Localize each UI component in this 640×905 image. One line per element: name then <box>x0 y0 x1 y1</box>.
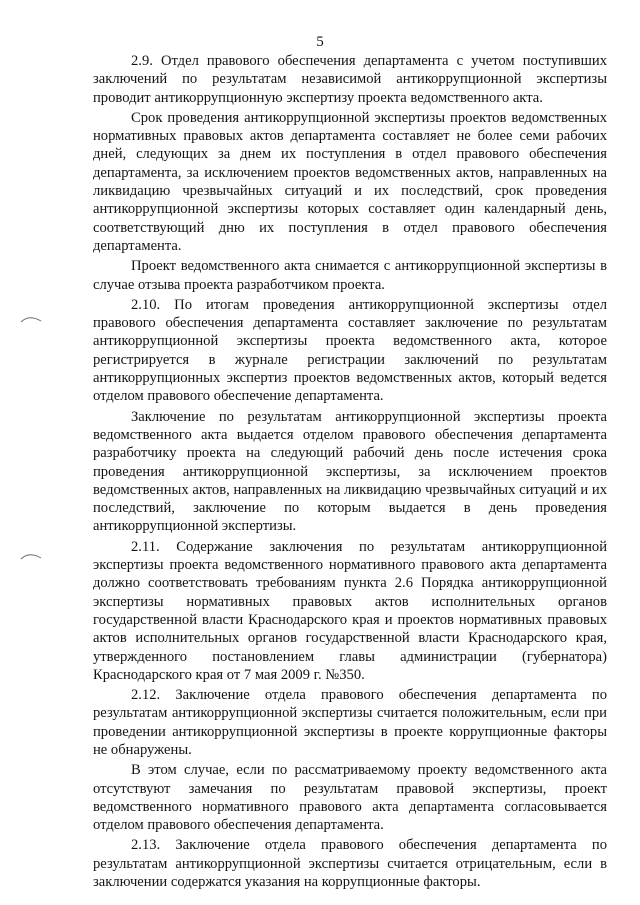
margin-binding-mark <box>20 550 42 560</box>
paragraph-2-11: 2.11. Содержание заключения по результатам антикоррупционной экспертизы проекта ведомственного нормативного правового акта департамента должно соответствовать требованиям пункта 2.6 Порядка антикоррупционной экспертизы нормативных правовых актов исполнительных органов государственной власти Краснодарского края и проектов нормативных правовых актов исполнительных органов государственной власти Краснодарского края, утвержденного постановлением главы администрации (губернатора) Краснодарского края от 7 мая 2009 г. №350. <box>93 538 607 683</box>
paragraph-2-12: 2.12. Заключение отдела правового обеспечения департамента по результатам антикоррупционной экспертизы считается положительным, если при проведении антикоррупционной экспертизы в проекте коррупционные факторы не обнаружены. <box>93 687 607 758</box>
paragraph-2-10: 2.10. По итогам проведения антикоррупционной экспертизы отдел правового обеспечения департамента составляет заключение по результатам антикоррупционной экспертизы проекта ведомственного акта, которое регистрируется в журнале регистрации заключений по результатам антикоррупционных экспертиз проектов ведомственных актов, который ведется отделом правового обеспечение департамента. <box>93 296 607 405</box>
paragraph-2-13: 2.13. Заключение отдела правового обеспечения департамента по результатам антикоррупционной экспертизы считается отрицательным, если в заключении содержатся указания на коррупционные факторы. <box>93 837 607 891</box>
paragraph-approval-case: В этом случае, если по рассматриваемому проекту ведомственного акта отсутствуют замечания по результатам правовой экспертизы, проект ведомственного нормативного правового акта департамента согласовывается отделом правового обеспечения департамента. <box>93 762 607 834</box>
paragraph-project-withdrawal: Проект ведомственного акта снимается с антикоррупционной экспертизы в случае отзыва проекта разработчиком проекта. <box>93 258 607 293</box>
paragraph-2-9: 2.9. Отдел правового обеспечения департамента с учетом поступивших заключений по результатам независимой антикоррупционной экспертизы проводит антикоррупционную экспертизу проекта ведомственного акта. <box>93 53 607 106</box>
paragraph-conclusion-issuance: Заключение по результатам антикоррупционной экспертизы проекта ведомственного акта выдается отделом правового обеспечения департамента разработчику проекта на следующий рабочий день после истечения срока проведения антикоррупционной экспертизы, за исключением проектов ведомственных актов, направленных на ликвидацию чрезвычайных ситуаций и их последствий, заключение по которым выдается в день проведения антикоррупционной экспертизы. <box>93 408 607 535</box>
margin-binding-mark <box>20 313 42 323</box>
document-body <box>93 52 607 893</box>
page-number: 5 <box>316 34 324 50</box>
paragraph-expertise-term: Срок проведения антикоррупционной экспертизы проектов ведомственных нормативных правовых актов департамента составляет не более семи рабочих дней, следующих за днем их поступления в отдел правового обеспечения департамента, за исключением проектов ведомственных актов, направленных на ликвидацию чрезвычайных ситуаций и их последствий, срок проведения антикоррупционной экспертизы которых составляет один календарный день, соответствующий дню их поступления в отдел правового обеспечения департамента. <box>93 109 607 254</box>
